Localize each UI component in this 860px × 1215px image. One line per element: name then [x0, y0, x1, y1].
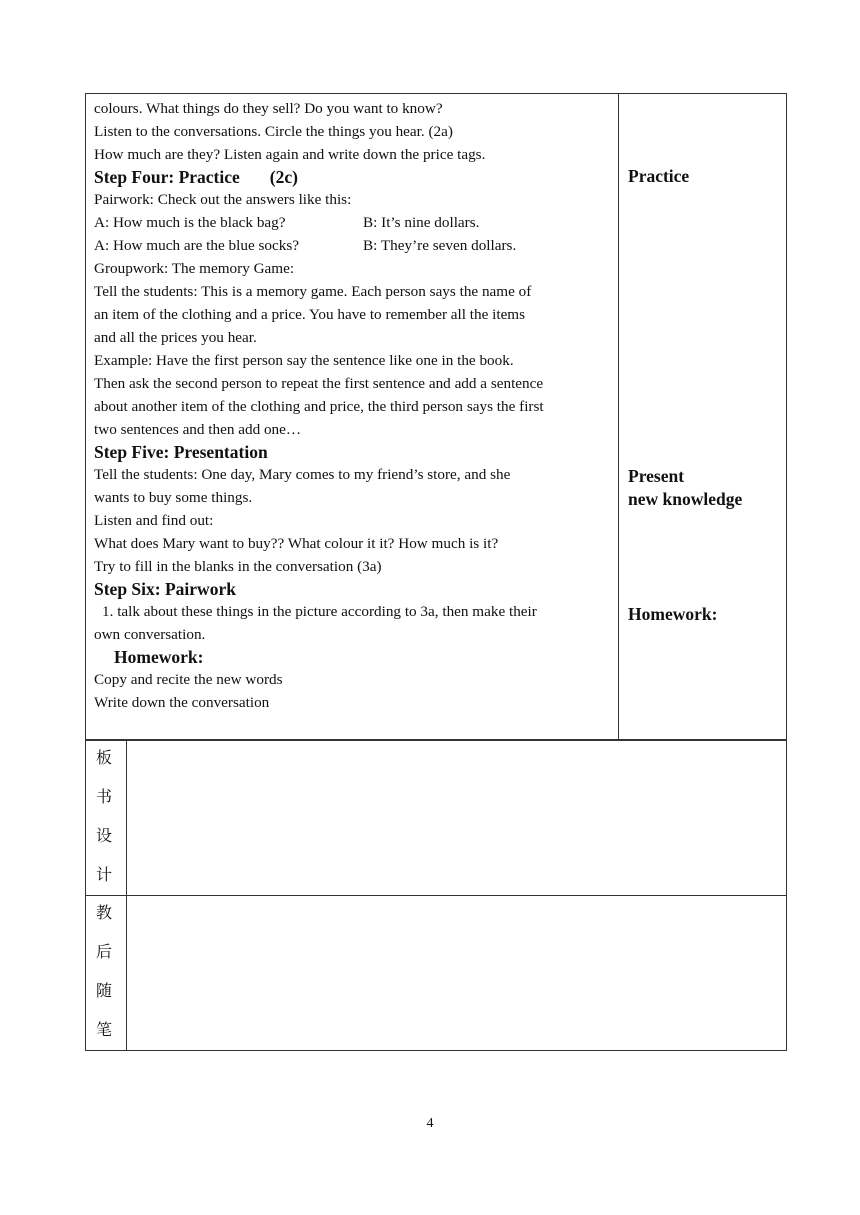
step-heading-text: Step Six: Pairwork [94, 579, 236, 599]
lesson-content-cell [86, 94, 619, 739]
reflection-char-1: 教 [96, 903, 113, 922]
lesson-text-line: Try to fill in the blanks in the conversation (3a) [94, 558, 382, 575]
reflection-char-4: 笔 [96, 1020, 113, 1039]
side-label-practice: Practice [628, 166, 690, 186]
lesson-text-line: Listen and find out: [94, 512, 214, 529]
board-design-char-1: 板 [96, 748, 113, 767]
step-heading [94, 646, 618, 668]
lesson-text-line: and all the prices you hear. [94, 329, 257, 346]
lesson-text-line: Example: Have the first person say the sentence like one in the book. [94, 352, 514, 369]
lesson-table [85, 93, 787, 740]
step-heading [94, 578, 618, 600]
step-heading-text: Step Five: Presentation [94, 442, 268, 462]
step-heading [94, 441, 618, 463]
lesson-text-line: Write down the conversation [94, 694, 270, 711]
step-heading-text: Homework: [114, 647, 204, 667]
lesson-text-line: own conversation. [94, 626, 206, 643]
dialogue-answer: B: It’s nine dollars. [363, 214, 480, 231]
lesson-text-line: Groupwork: The memory Game: [94, 260, 295, 277]
page-number: 4 [426, 1116, 434, 1131]
lesson-text-line: about another item of the clothing and price, the third person says the first [94, 398, 544, 415]
reflection-label-column [86, 896, 127, 1050]
reflection-table [85, 895, 787, 1051]
lesson-text-line: Tell the students: This is a memory game. Each person says the name of [94, 283, 532, 300]
board-design-label-column [86, 741, 127, 895]
dialogue-answer: B: They’re seven dollars. [363, 237, 517, 254]
lesson-text-line: Then ask the second person to repeat the first sentence and add a sentence [94, 375, 544, 392]
reflection-char-3: 随 [96, 981, 113, 1000]
lesson-text-line: Listen to the conversations. Circle the things you hear. (2a) [94, 123, 453, 140]
dialogue-line [94, 211, 618, 234]
dialogue-line [94, 234, 618, 257]
board-design-char-4: 计 [96, 865, 113, 884]
dialogue-question: A: How much are the blue socks? [94, 237, 299, 254]
lesson-text-line: two sentences and then add one… [94, 421, 302, 438]
lesson-text-line: Tell the students: One day, Mary comes to my friend’s store, and she [94, 466, 511, 483]
board-design-table [85, 740, 787, 896]
lesson-text-line: Pairwork: Check out the answers like this: [94, 191, 352, 208]
lesson-notes-cell [619, 94, 786, 739]
step-heading-suffix: (2c) [269, 167, 298, 187]
lesson-text-line: colours. What things do they sell? Do you want to know? [94, 100, 443, 117]
reflection-char-2: 后 [96, 942, 113, 961]
board-design-char-3: 设 [96, 826, 113, 845]
dialogue-question: A: How much is the black bag? [94, 214, 286, 231]
board-design-char-2: 书 [96, 787, 113, 806]
side-label-homework: Homework: [628, 604, 718, 624]
lesson-text-line: 1. talk about these things in the picture according to 3a, then make their [102, 603, 537, 620]
side-label-new-knowledge: new knowledge [628, 489, 743, 509]
lesson-text-line: an item of the clothing and a price. You have to remember all the items [94, 306, 526, 323]
step-heading [94, 166, 618, 188]
side-label-present: Present [628, 466, 685, 486]
step-heading-text: Step Four: Practice [94, 167, 240, 187]
lesson-text-line: wants to buy some things. [94, 489, 253, 506]
lesson-text-line: Copy and recite the new words [94, 671, 283, 688]
lesson-text-line: What does Mary want to buy?? What colour it it? How much is it? [94, 535, 499, 552]
lesson-text-line: How much are they? Listen again and write down the price tags. [94, 146, 486, 163]
